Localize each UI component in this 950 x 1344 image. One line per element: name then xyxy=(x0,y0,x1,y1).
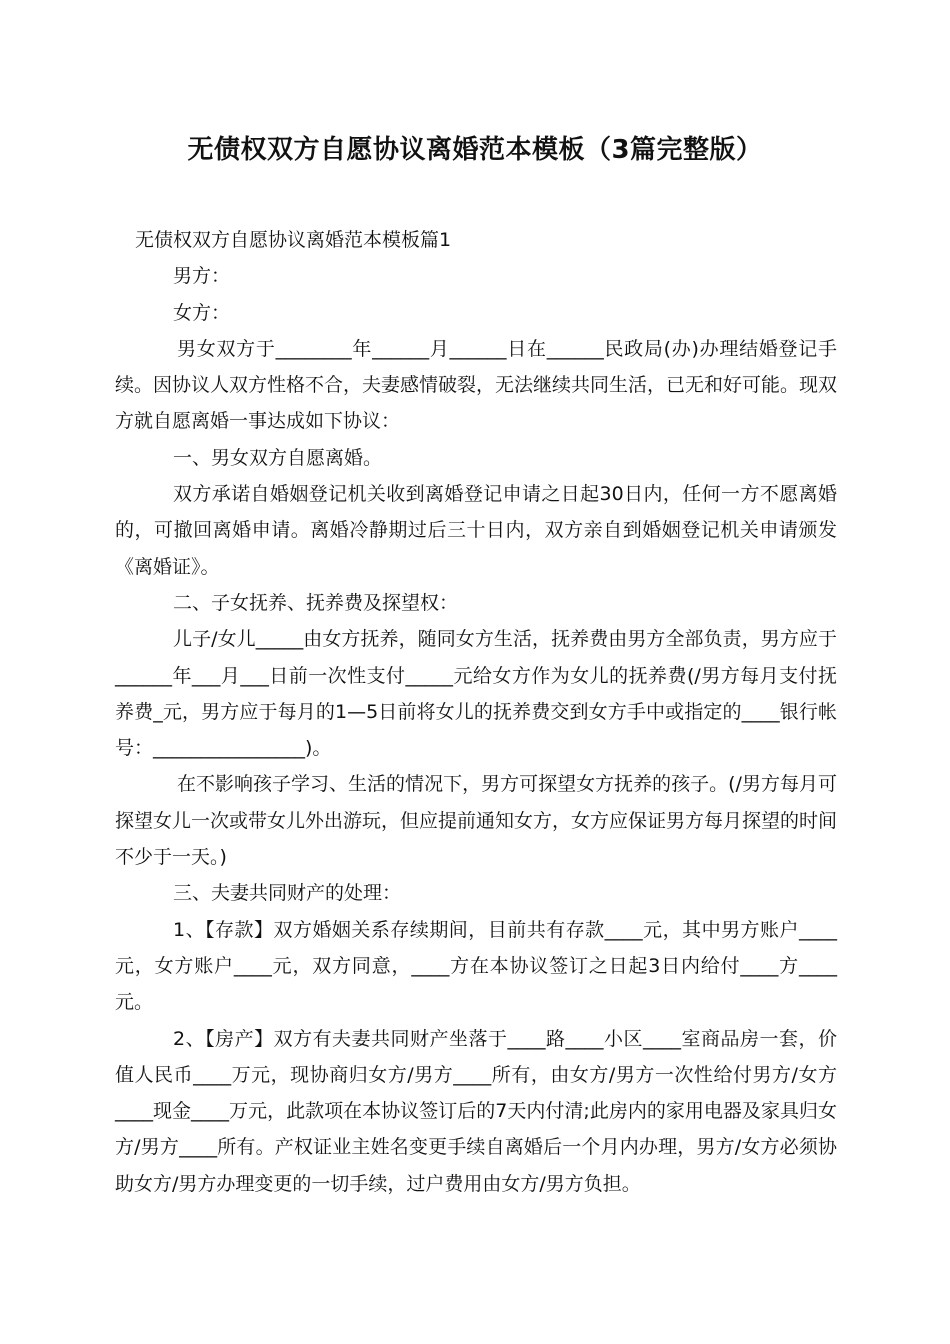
party-male-label: 男方： xyxy=(173,265,231,288)
document-body xyxy=(115,222,837,1202)
document-title: 无债权双方自愿协议离婚范本模板（3篇完整版） xyxy=(187,135,763,165)
paragraph-clause-1: 双方承诺自婚姻登记机关收到离婚登记申请之日起30日内，任何一方不愿离婚的，可撤回离婚申请。离婚冷静期过后三十日内，双方亲自到婚姻登记机关申请颁发《离婚证》。 xyxy=(115,483,837,578)
clause-heading-3: 三、夫妻共同财产的处理： xyxy=(173,882,402,905)
paragraph-custody: 儿子/女儿_____由女方抚养，随同女方生活，抚养费由男方全部负责，男方应于______年___月___日前一次性支付_____元给女方作为女儿的抚养费(/男方每月支付抚养费_元，男方应于每月的1—5日前将女儿的抚养费交到女方手中或指定的____银行帐号：________________)。 xyxy=(115,628,837,760)
paragraph-intro: 男女双方于________年______月______日在______民政局(办)办理结婚登记手续。因协议人双方性格不合，夫妻感情破裂，无法继续共同生活，已无和好可能。现双方就自愿离婚一事达成如下协议： xyxy=(115,337,838,433)
section-heading: 无债权双方自愿协议离婚范本模板篇1 xyxy=(135,229,452,251)
clause-heading-1: 一、男女双方自愿离婚。 xyxy=(173,446,383,469)
paragraph-property: 2、【房产】双方有夫妻共同财产坐落于____路____小区____室商品房一套，价值人民币____万元，现协商归女方/男方____所有，由女方/男方一次性给付男方/女方____现金____万元，此款项在本协议签订后的7天内付清;此房内的家用电器及家具归女方/男方____所有。产权证业主姓名变更手续自离婚后一个月内办理，男方/女方必须协助女方/男方办理变更的一切手续，过户费用由女方/男方负担。 xyxy=(115,1027,837,1195)
paragraph-visitation: 在不影响孩子学习、生活的情况下，男方可探望女方抚养的孩子。(/男方每月可探望女儿一次或带女儿外出游玩，但应提前通知女方，女方应保证男方每月探望的时间不少于一天。) xyxy=(115,773,838,869)
paragraph-savings: 1、【存款】双方婚姻关系存续期间，目前共有存款____元，其中男方账户____元，女方账户____元，双方同意，____方在本协议签订之日起3日内给付____方____元。 xyxy=(115,918,837,1014)
clause-heading-2: 二、子女抚养、抚养费及探望权： xyxy=(173,591,459,614)
party-female-label: 女方： xyxy=(173,301,231,324)
